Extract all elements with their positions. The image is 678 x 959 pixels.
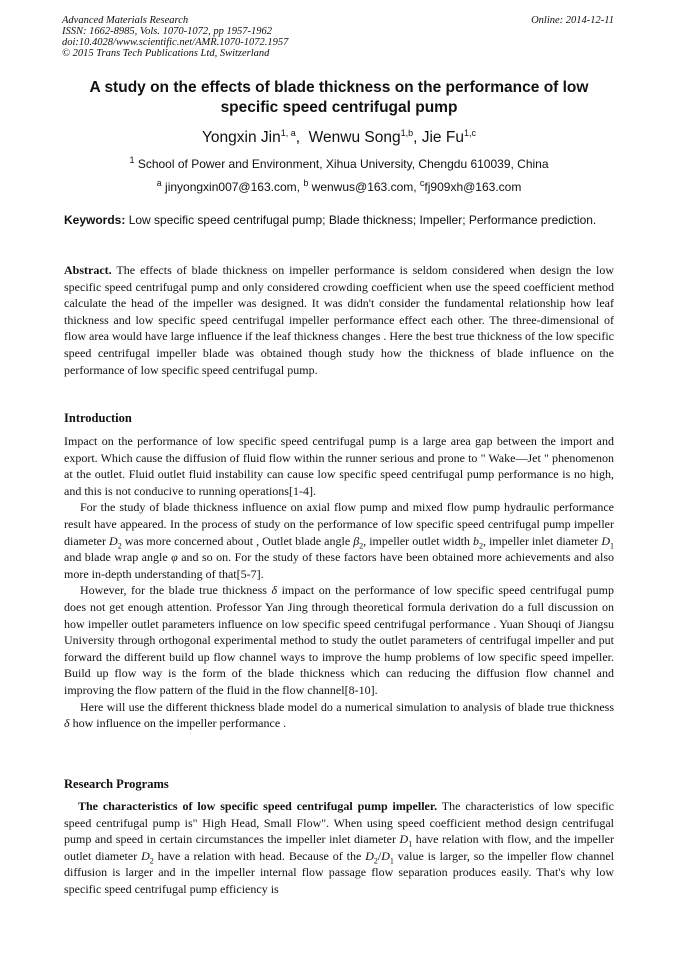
paragraph-text: However, for the blade true thickness — [80, 583, 272, 598]
math-sub: 1 — [610, 540, 615, 550]
research-body — [64, 798, 614, 898]
math-var: δ — [64, 716, 70, 731]
math-var: D — [601, 533, 611, 548]
section-heading-introduction: Introduction — [64, 411, 132, 425]
paragraph-text: Impact on the performance of low specific speed centrifugal pump is a large area gap between the import and export. Which cause the diffusion of fluid flow within the runner serious and prone to " Wake—Jet " phenomenon at the outlet. Fluid outlet fluid instability can cause low specific speed centrifugal pump performance is no high, and this is not conducive to running operations[1-4]. — [64, 434, 614, 498]
paper-title: A study on the effects of blade thickness on the performance of low specific speed centrifugal pump — [89, 79, 589, 116]
journal-name: Advanced Materials Research — [62, 15, 189, 26]
affiliation-text: School of Power and Environment, Xihua University, Chengdu 610039, China — [137, 157, 549, 171]
paragraph-lead: The characteristics of low specific speed centrifugal pump impeller. — [78, 799, 438, 813]
section-heading-research-programs: Research Programs — [64, 777, 169, 791]
affiliation-sup: 1 — [129, 155, 135, 165]
keywords — [64, 213, 614, 228]
author-name: Jie Fu — [421, 129, 464, 146]
paragraph-text: and so on. For the study of these factors have been obtained more achievements and also more in-depth understanding of that[5-7]. — [64, 550, 614, 581]
paragraph-text: was more concerned about , Outlet blade angle — [121, 533, 354, 548]
abstract-label: Abstract. — [64, 263, 112, 277]
paragraph-text: value is larger, so the impeller flow channel diffusion is larger and in the impeller internal flow passage flow separation produces easily. That's why low specific speed centrifugal pump efficiency is — [64, 848, 614, 896]
author-sup: 1,c — [463, 127, 476, 138]
math-sub: 2 — [478, 540, 483, 550]
paragraph — [64, 433, 614, 499]
affiliation — [64, 156, 614, 172]
keywords-text: Low specific speed centrifugal pump; Blade thickness; Impeller; Performance prediction. — [128, 213, 597, 227]
author-name: Yongxin Jin — [202, 129, 281, 146]
journal-header — [62, 15, 288, 59]
issn-line: ISSN: 1662-8985, Vols. 1070-1072, pp 1957-1962 — [62, 26, 272, 37]
author-list: Yongxin Jin$^{1, a}$, Wenwu Song$^{1,b}$, Jie Fu$^{1,c}$ — [202, 127, 476, 146]
email-sup: c — [419, 178, 425, 188]
math-sub: 2 — [373, 856, 378, 866]
online-date: Online: 2014-12-11 — [531, 15, 614, 26]
email-sup: b — [303, 178, 309, 188]
math-var: D — [365, 848, 374, 863]
paragraph — [64, 798, 614, 898]
math-var: β — [353, 533, 360, 548]
paragraph — [64, 499, 614, 582]
math-var: δ — [271, 583, 278, 598]
author-name: Wenwu Song — [308, 129, 401, 146]
math-var: D — [399, 832, 409, 847]
keywords-label: Keywords: — [64, 213, 126, 227]
paragraph — [64, 699, 614, 732]
email-address: wenwus@163.com, — [311, 180, 417, 194]
paragraph-text: The characteristics of low specific speed centrifugal pump is" High Head, Small Flow". When using speed coefficient method design centrifugal pump and speed in certain circumstances the impeller inlet diameter — [64, 799, 614, 847]
paragraph-text: and blade wrap angle — [64, 550, 172, 565]
paragraph-text: , impeller inlet diameter — [482, 533, 602, 548]
email-address: fj909xh@163.com — [424, 180, 522, 194]
math-var: D — [381, 848, 390, 863]
author-sup: 1,b — [400, 127, 414, 138]
paragraph-text: impact on the performance of low specific speed centrifugal pump does not get enough attention. Professor Yan Jing through theoretical formula derivation do a full discussion on how impeller outlet parameters influence on low specific speed centrifugal performance . Yuan Shouqi of Jiangsu University through orthogonal experimental method to study the outlet parameters of centrifugal impeller and put forward the different build up flow channel ways to improve the hump problems of low specific speed impeller. Build up flow way is the form of the blade thickness which can reducing the diffusion flow channel and improving the flow pattern of the fluid in the flow channel[8-10]. — [64, 583, 614, 697]
paragraph-text: have relation with flow, and the impeller outlet diameter — [64, 832, 614, 863]
paragraph-text: have a relation with head. Because of the — [153, 848, 366, 863]
copyright-line: © 2015 Trans Tech Publications Ltd, Switzerland — [62, 48, 270, 59]
introduction-body — [64, 433, 614, 732]
math-var: b — [472, 533, 479, 548]
paragraph-text: how influence on the impeller performance . — [69, 716, 287, 731]
math-sub: 1 — [389, 856, 394, 866]
paragraph-text: , impeller outlet width — [363, 533, 473, 548]
paragraph — [64, 582, 614, 698]
math-var: D — [109, 533, 118, 548]
abstract — [64, 262, 614, 378]
math-sub: 2 — [117, 540, 122, 550]
math-sub: 2 — [149, 856, 154, 866]
email-sup: a — [156, 178, 162, 188]
paragraph-text: / — [377, 848, 382, 863]
author-sup: 1, a — [280, 127, 296, 138]
abstract-text: The effects of blade thickness on impeller performance is seldom considered when design the low specific speed centrifugal pump and only considered crowding coefficient when use the speed coefficient method calculate the head of the impeller was designed. It was didn't consider the fundamental relationship how leaf thickness and low specific speed centrifugal impeller performance effect each other. The three-dimensional of flow area would have large influence if the leaf thickness changes . Here the best true thickness of the low specific speed centrifugal impeller blade was obtained though study how the thickness of blade influence on the performance of low specific speed centrifugal pump. — [64, 263, 614, 377]
email-list — [64, 179, 614, 195]
paragraph-text: Here will use the different thickness blade model do a numerical simulation to analysis of blade true thickness — [80, 699, 614, 714]
email-address: jinyongxin007@163.com, — [165, 180, 300, 194]
math-var: D — [141, 848, 150, 863]
math-var: φ — [171, 550, 178, 565]
doi-line: doi:10.4028/www.scientific.net/AMR.1070-1072.1957 — [62, 37, 289, 48]
paragraph-text: For the study of blade thickness influence on axial flow pump and mixed flow pump hydraulic performance result have appeared. In the process of study on the performance of low specific speed centrifugal pump impeller diameter — [64, 500, 614, 548]
math-sub: 2 — [359, 540, 364, 550]
math-sub: 1 — [408, 839, 413, 849]
